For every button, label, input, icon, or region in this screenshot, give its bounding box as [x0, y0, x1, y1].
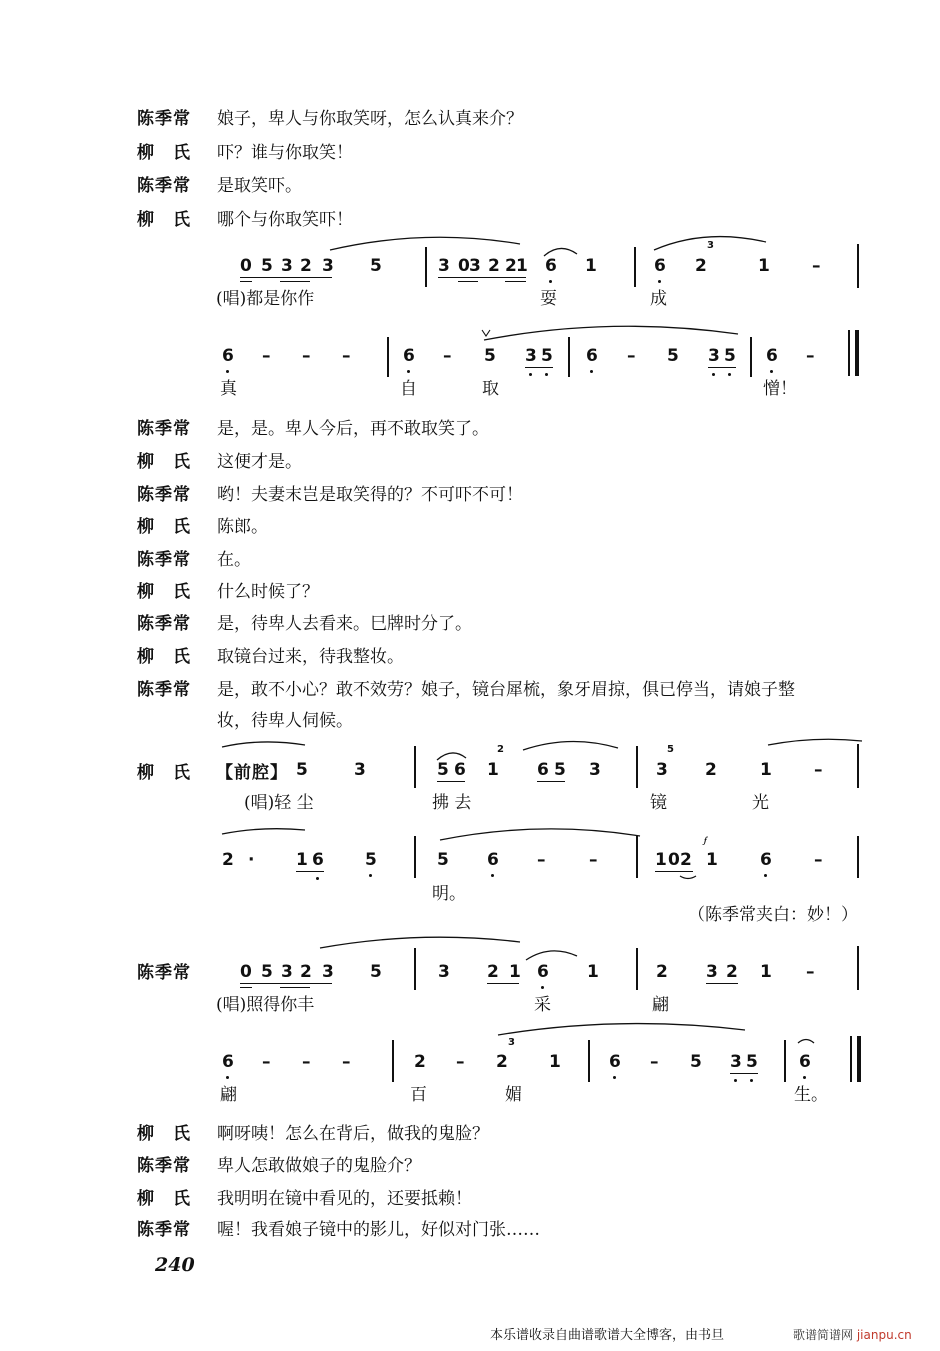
beam-line: [487, 983, 519, 984]
octave-dot: [491, 874, 494, 877]
dialogue-line: 哟！夫妻末岂是取笑得的？不可吓不可！: [217, 485, 523, 505]
lyric: 生。: [794, 1085, 828, 1105]
dialogue-line: 吓？谁与你取笑！: [217, 143, 353, 163]
lyric: 耍: [540, 289, 557, 309]
note: 6: [537, 962, 549, 982]
note: 5: [554, 760, 566, 780]
note: 2: [705, 760, 717, 780]
final-bar-line: [857, 1036, 861, 1082]
note: 1: [487, 760, 499, 780]
note: 1: [516, 256, 528, 276]
bar-line: [387, 337, 389, 377]
note: 6: [654, 256, 666, 276]
note: 3: [469, 256, 481, 276]
note: 0: [458, 256, 470, 276]
note: –: [806, 346, 815, 366]
note: 6: [403, 346, 415, 366]
note: 5: [437, 850, 449, 870]
note: 5: [690, 1052, 702, 1072]
beam-line: [655, 871, 693, 872]
final-bar-line: [850, 1036, 852, 1082]
note: 5: [437, 760, 449, 780]
note: 1: [760, 962, 772, 982]
speaker-name: 柳 氏: [137, 210, 191, 230]
note: 3: [438, 256, 450, 276]
note: –: [302, 1052, 311, 1072]
note: 6: [222, 346, 234, 366]
note: 3: [322, 962, 334, 982]
watermark: [793, 1326, 912, 1343]
note: 1: [760, 760, 772, 780]
aria-label: 【前腔】: [216, 763, 288, 783]
dialogue-line: 这便才是。: [217, 452, 302, 472]
speaker-name: 柳 氏: [137, 1124, 191, 1144]
speaker-name: 陈季常: [137, 1156, 191, 1176]
note: 3: [706, 962, 718, 982]
bar-line: [636, 746, 638, 788]
dialogue-line: 取镜台过来，待我整妆。: [217, 647, 404, 667]
speaker-name: 柳 氏: [137, 1189, 191, 1209]
note: 2: [300, 256, 312, 276]
octave-dot: [658, 280, 661, 283]
note: 0: [668, 850, 680, 870]
beam-line: [438, 277, 526, 278]
octave-dot: [316, 877, 319, 880]
beam-line: [730, 1073, 758, 1074]
note: 3: [656, 760, 668, 780]
lyric: 翩: [652, 995, 669, 1015]
note: 6: [586, 346, 598, 366]
note: 6: [312, 850, 324, 870]
note: 3: [281, 962, 293, 982]
speaker-name: 柳 氏: [137, 143, 191, 163]
note: 2: [487, 962, 499, 982]
octave-dot: [545, 373, 548, 376]
note: –: [806, 962, 815, 982]
dialogue-line: 什么时候了？: [217, 582, 319, 602]
note: 6: [760, 850, 772, 870]
dialogue-line: 啊呀咦！怎么在背后，做我的鬼脸？: [217, 1124, 489, 1144]
octave-dot: [750, 1079, 753, 1082]
note: 6: [799, 1052, 811, 1072]
note: 3: [438, 962, 450, 982]
bar-line: [857, 836, 859, 878]
note: 2: [496, 1052, 508, 1072]
octave-dot: [407, 370, 410, 373]
page-number: 240: [155, 1254, 195, 1276]
octave-dot: [369, 874, 372, 877]
note: –: [814, 850, 823, 870]
lyric: 拂 去: [432, 793, 472, 813]
lyric: 翩: [220, 1085, 237, 1105]
lyric: 媚: [505, 1085, 522, 1105]
note: –: [262, 346, 271, 366]
note: 2: [488, 256, 500, 276]
watermark-domain: jianpu.cn: [856, 1328, 912, 1342]
dialogue-line: 我明明在镜中看见的，还要抵赖！: [217, 1189, 472, 1209]
bar-line: [784, 1040, 786, 1082]
dialogue-line: 在。: [217, 550, 251, 570]
lyric: 百: [410, 1085, 427, 1105]
octave-dot: [549, 280, 552, 283]
note: 5: [261, 962, 273, 982]
dialogue-line: 卑人怎敢做娘子的鬼脸介？: [217, 1156, 421, 1176]
bar-line: [857, 744, 859, 788]
octave-dot: [728, 373, 731, 376]
octave-dot: [764, 874, 767, 877]
note: 5: [370, 256, 382, 276]
bar-line: [414, 836, 416, 878]
note: –: [262, 1052, 271, 1072]
note: –: [342, 1052, 351, 1072]
note: 5: [370, 962, 382, 982]
octave-dot: [226, 370, 229, 373]
footer-notice: 本乐谱收录自曲谱歌谱大全博客，由书旦: [490, 1328, 725, 1343]
final-bar-line: [855, 330, 859, 376]
dialogue-line: 是，敢不小心？敢不效劳？娘子，镜台犀梳，象牙眉掠，俱已停当，请娘子整: [217, 680, 795, 700]
note: 5: [724, 346, 736, 366]
speaker-name: 陈季常: [137, 550, 191, 570]
speaker-name: 陈季常: [137, 176, 191, 196]
speaker-name: 陈季常: [137, 1220, 191, 1240]
watermark-text: 歌谱简谱网: [793, 1328, 854, 1342]
dialogue-line: 是，待卑人去看来。巳牌时分了。: [217, 614, 472, 634]
note: 1: [509, 962, 521, 982]
note: 6: [454, 760, 466, 780]
note: –: [302, 346, 311, 366]
note: 3: [730, 1052, 742, 1072]
note: 5: [541, 346, 553, 366]
octave-dot: [541, 986, 544, 989]
beam-line: [537, 781, 565, 782]
lyric: (唱)照得你丰: [216, 995, 315, 1015]
note: 6: [537, 760, 549, 780]
speaker-name: 陈季常: [137, 680, 191, 700]
bar-line: [425, 247, 427, 287]
note: 3: [525, 346, 537, 366]
beam-line: [240, 277, 332, 278]
lyric: 采: [534, 995, 551, 1015]
speaker-name: 柳 氏: [137, 763, 191, 783]
speaker-name: 陈季常: [137, 109, 191, 129]
speaker-name: 柳 氏: [137, 582, 191, 602]
beam-line: [240, 987, 252, 988]
speaker-name: 陈季常: [137, 485, 191, 505]
lyric: (唱)轻 尘: [244, 793, 314, 813]
lyric: (唱)都是你作: [216, 289, 315, 309]
bar-line: [636, 836, 638, 878]
bar-line: [588, 1040, 590, 1082]
lyric: 憎！: [763, 379, 797, 399]
note: 6: [222, 1052, 234, 1072]
lyric: 成: [650, 289, 667, 309]
octave-dot: [734, 1079, 737, 1082]
octave-dot: [770, 370, 773, 373]
bar-line: [568, 337, 570, 377]
note: 1: [706, 850, 718, 870]
lyric: 镜: [650, 793, 667, 813]
speaker-name: 陈季常: [137, 614, 191, 634]
dialogue-line: 喔！我看娘子镜中的影儿，好似对门张……: [217, 1220, 540, 1240]
note: 5: [746, 1052, 758, 1072]
aside-note: （陈季常夹白：妙！）: [688, 905, 858, 925]
bar-line: [636, 948, 638, 990]
dialogue-line: 妆，待卑人伺候。: [217, 711, 353, 731]
note: 2: [656, 962, 668, 982]
note: ·: [248, 850, 255, 870]
speaker-name: 陈季常: [137, 419, 191, 439]
beam-line: [437, 781, 465, 782]
note: 2: [222, 850, 234, 870]
note: 6: [766, 346, 778, 366]
beam-line: [708, 367, 736, 368]
lyric: 取: [482, 379, 499, 399]
beam-line: [240, 983, 332, 984]
note: 2: [680, 850, 692, 870]
note: 0: [240, 256, 252, 276]
note: 1: [587, 962, 599, 982]
note: 5: [484, 346, 496, 366]
beam-line: [458, 281, 478, 282]
note: 2: [300, 962, 312, 982]
octave-dot: [712, 373, 715, 376]
speaker-name: 陈季常: [137, 963, 191, 983]
note: 6: [545, 256, 557, 276]
grace-note: 3: [707, 240, 714, 251]
dialogue-line: 是，是。卑人今后，再不敢取笑了。: [217, 419, 489, 439]
dialogue-line: 哪个与你取笑吓！: [217, 210, 353, 230]
beam-line: [706, 983, 738, 984]
final-bar-line: [848, 330, 850, 376]
note: 6: [487, 850, 499, 870]
octave-dot: [529, 373, 532, 376]
note: 0: [240, 962, 252, 982]
lyric: 明。: [432, 884, 466, 904]
note: –: [537, 850, 546, 870]
bar-line: [857, 244, 859, 288]
beam-line: [296, 871, 324, 872]
beam-line: [280, 987, 310, 988]
note: 2: [695, 256, 707, 276]
bar-line: [392, 1040, 394, 1082]
bar-line: [414, 948, 416, 990]
octave-dot: [226, 1076, 229, 1079]
note: 5: [261, 256, 273, 276]
lyric: 真: [220, 379, 237, 399]
lyric: 光: [752, 793, 769, 813]
octave-dot: [590, 370, 593, 373]
dialogue-line: 陈郎。: [217, 517, 268, 537]
beam-line: [525, 367, 553, 368]
note: 3: [708, 346, 720, 366]
grace-note: 3: [508, 1037, 515, 1048]
lyric: 自: [400, 379, 417, 399]
bar-line: [857, 946, 859, 990]
bar-line: [750, 337, 752, 377]
note: –: [627, 346, 636, 366]
note: 2: [414, 1052, 426, 1072]
grace-note: 2: [497, 744, 504, 755]
note: 1: [585, 256, 597, 276]
note: 3: [589, 760, 601, 780]
grace-note: 5: [667, 744, 674, 755]
note: 1: [549, 1052, 561, 1072]
octave-dot: [803, 1076, 806, 1079]
speaker-name: 柳 氏: [137, 647, 191, 667]
beam-line: [240, 281, 252, 282]
note: 3: [322, 256, 334, 276]
note: –: [814, 760, 823, 780]
beam-line: [280, 281, 310, 282]
note: 5: [296, 760, 308, 780]
note: –: [812, 256, 821, 276]
note: 3: [354, 760, 366, 780]
note: 1: [655, 850, 667, 870]
note: 2: [726, 962, 738, 982]
note: 3: [281, 256, 293, 276]
bar-line: [414, 746, 416, 788]
note: –: [342, 346, 351, 366]
dialogue-line: 是取笑吓。: [217, 176, 302, 196]
note: –: [443, 346, 452, 366]
note: –: [589, 850, 598, 870]
speaker-name: 柳 氏: [137, 452, 191, 472]
note: –: [650, 1052, 659, 1072]
speaker-name: 柳 氏: [137, 517, 191, 537]
note: 2: [505, 256, 517, 276]
note: –: [456, 1052, 465, 1072]
bar-line: [634, 247, 636, 287]
dialogue-line: 娘子，卑人与你取笑呀，怎么认真来介？: [217, 109, 523, 129]
ornament-mark: 𝆑: [704, 836, 707, 846]
note: 1: [758, 256, 770, 276]
note: 6: [609, 1052, 621, 1072]
note: 5: [365, 850, 377, 870]
note: 1: [296, 850, 308, 870]
beam-line: [505, 281, 526, 282]
octave-dot: [613, 1076, 616, 1079]
note: 5: [667, 346, 679, 366]
